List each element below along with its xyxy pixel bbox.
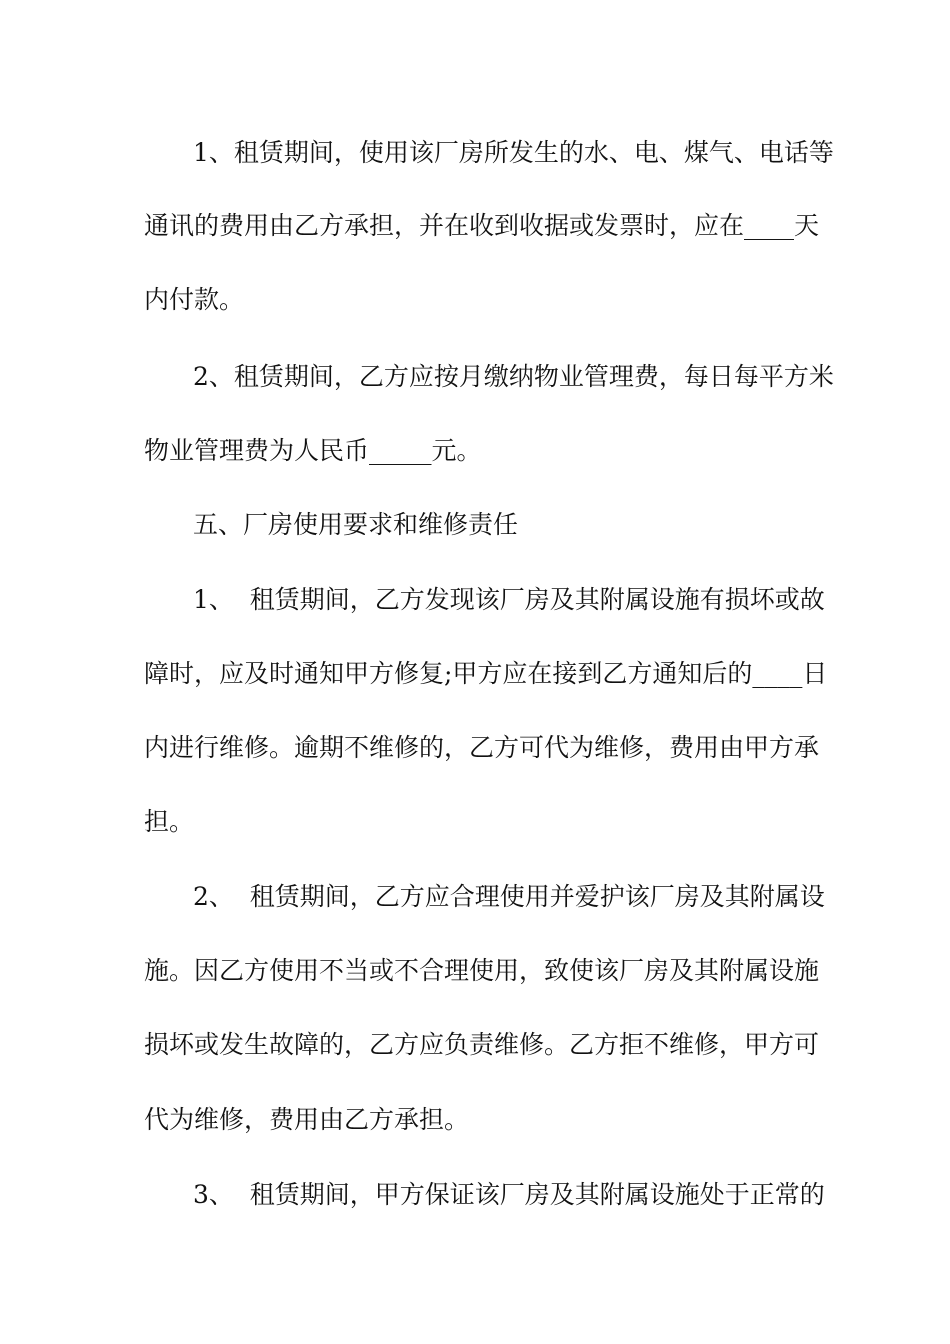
paragraph-1-line-1: 1、租赁期间，使用该厂房所发生的水、电、煤气、电话等 bbox=[193, 138, 834, 167]
paragraph-3-line-3: 内进行维修。逾期不维修的，乙方可代为维修，费用由甲方承 bbox=[144, 733, 820, 762]
paragraph-4-line-3: 损坏或发生故障的，乙方应负责维修。乙方拒不维修，甲方可 bbox=[144, 1030, 820, 1059]
paragraph-2-line-2: 物业管理费为人民币_____元。 bbox=[144, 436, 482, 465]
paragraph-1-line-3: 内付款。 bbox=[144, 285, 245, 314]
paragraph-4-line-2: 施。因乙方使用不当或不合理使用，致使该厂房及其附属设施 bbox=[144, 956, 820, 985]
section-heading: 五、厂房使用要求和维修责任 bbox=[193, 510, 519, 539]
paragraph-2-line-1: 2、租赁期间，乙方应按月缴纳物业管理费，每日每平方米 bbox=[193, 362, 834, 391]
paragraph-4-line-4: 代为维修，费用由乙方承担。 bbox=[144, 1105, 470, 1134]
paragraph-3-line-1: 1、 租赁期间，乙方发现该厂房及其附属设施有损坏或故 bbox=[193, 585, 825, 614]
paragraph-5-line-1: 3、 租赁期间，甲方保证该厂房及其附属设施处于正常的 bbox=[193, 1180, 825, 1209]
paragraph-4-line-1: 2、 租赁期间，乙方应合理使用并爱护该厂房及其附属设 bbox=[193, 882, 825, 911]
paragraph-3-line-4: 担。 bbox=[144, 807, 195, 836]
paragraph-3-line-2: 障时，应及时通知甲方修复;甲方应在接到乙方通知后的____日 bbox=[144, 659, 828, 688]
paragraph-1-line-2: 通讯的费用由乙方承担，并在收到收据或发票时，应在____天 bbox=[144, 211, 820, 240]
